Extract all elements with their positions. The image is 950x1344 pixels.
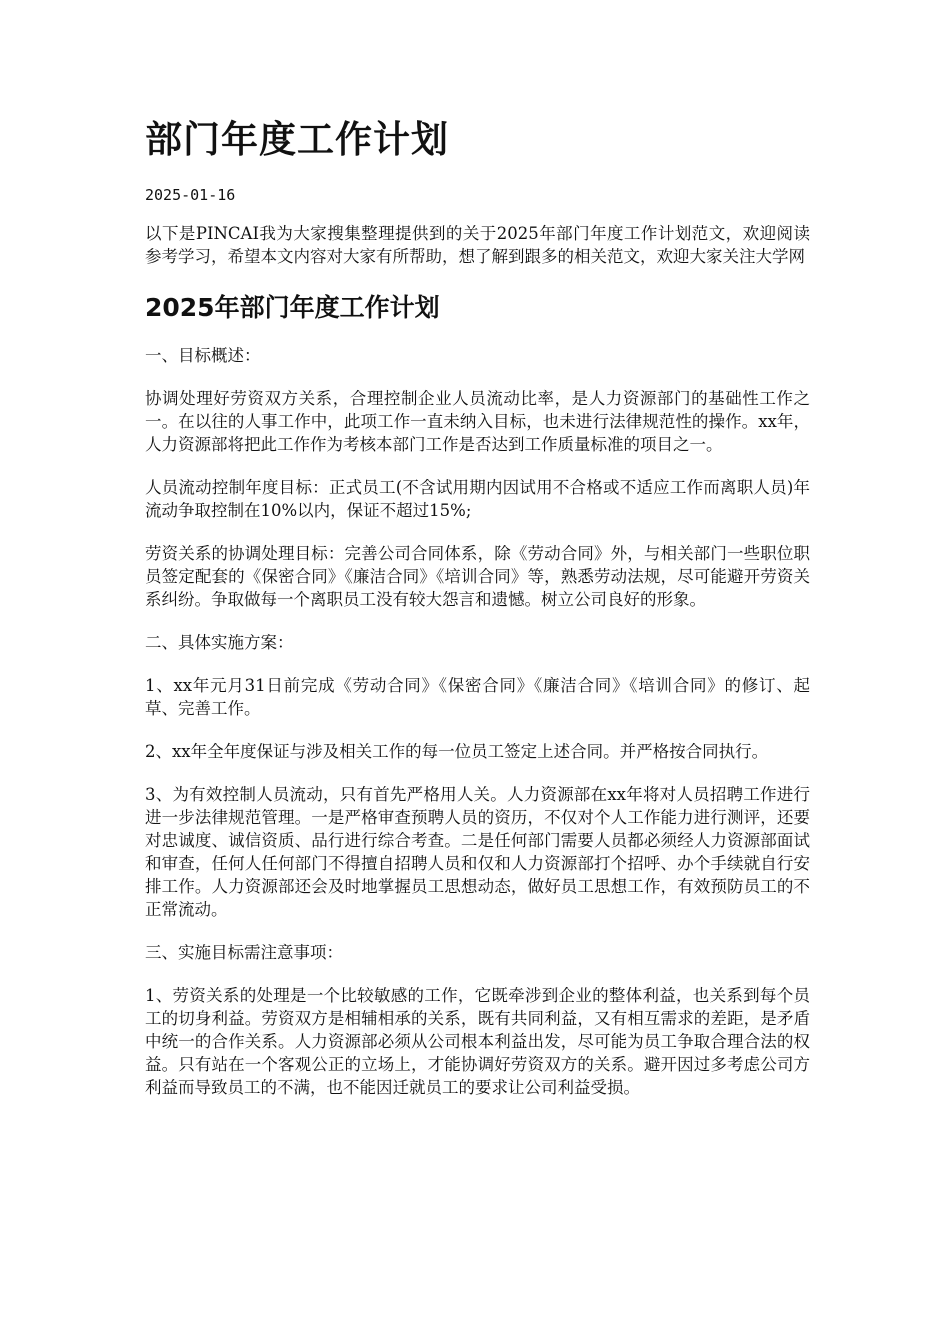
document-title: 部门年度工作计划 (145, 118, 449, 161)
document-page (145, 112, 810, 1099)
paragraph-plan-item-3: 3、为有效控制人员流动，只有首先严格用人关。人力资源部在xx年将对人员招聘工作进行进一步法律规范管理。一是严格审查预聘人员的资历，不仅对个人工作能力进行测评，还要对忠诚度、诚信资质、品行进行综合考查。二是任何部门需要人员都必须经人力资源部面试和审查，任何人任何部门不得擅自招聘人员和仅和人力资源部打个招呼、办个手续就自行安排工作。人力资源部还会及时地掌握员工思想动态，做好员工思想工作，有效预防员工的不正常流动。 (145, 785, 810, 919)
intro-paragraph: 以下是PINCAI我为大家搜集整理提供到的关于2025年部门年度工作计划范文，欢迎阅读参考学习，希望本文内容对大家有所帮助，想了解到跟多的相关范文，欢迎大家关注大学网 (145, 224, 810, 266)
heading-goal-overview: 一、目标概述： (145, 346, 261, 365)
heading-notes: 三、实施目标需注意事项： (145, 943, 343, 962)
paragraph-turnover-target: 人员流动控制年度目标：正式员工(不含试用期内因试用不合格或不适应工作而离职人员)年流动争取控制在10%以内，保证不超过15%; (145, 478, 810, 520)
publish-date: 2025-01-16 (145, 186, 236, 204)
heading-implementation-plan: 二、具体实施方案： (145, 633, 294, 652)
paragraph-plan-item-1: 1、xx年元月31日前完成《劳动合同》《保密合同》《廉洁合同》《培训合同》的修订、起草、完善工作。 (145, 676, 810, 718)
paragraph-note-item-1: 1、劳资关系的处理是一个比较敏感的工作，它既牵涉到企业的整体利益，也关系到每个员工的切身利益。劳资双方是相辅相承的关系，既有共同利益，又有相互需求的差距，是矛盾中统一的合作关系。人力资源部必须从公司根本利益出发，尽可能为员工争取合理合法的权益。只有站在一个客观公正的立场上，才能协调好劳资双方的关系。避开因过多考虑公司方利益而导致员工的不满，也不能因迁就员工的要求让公司利益受损。 (145, 986, 810, 1097)
paragraph-goal-description: 协调处理好劳资双方关系，合理控制企业人员流动比率，是人力资源部门的基础性工作之一。在以往的人事工作中，此项工作一直未纳入目标，也未进行法律规范性的操作。xx年，人力资源部将把此工作作为考核本部门工作是否达到工作质量标准的项目之一。 (145, 389, 810, 454)
section-heading: 2025年部门年度工作计划 (145, 293, 440, 322)
paragraph-labor-relations-target: 劳资关系的协调处理目标：完善公司合同体系，除《劳动合同》外，与相关部门一些职位职员签定配套的《保密合同》《廉洁合同》《培训合同》等，熟悉劳动法规，尽可能避开劳资关系纠纷。争取做每一个离职员工没有较大怨言和遗憾。树立公司良好的形象。 (145, 544, 810, 609)
paragraph-plan-item-2: 2、xx年全年度保证与涉及相关工作的每一位员工签定上述合同。并严格按合同执行。 (145, 742, 769, 761)
